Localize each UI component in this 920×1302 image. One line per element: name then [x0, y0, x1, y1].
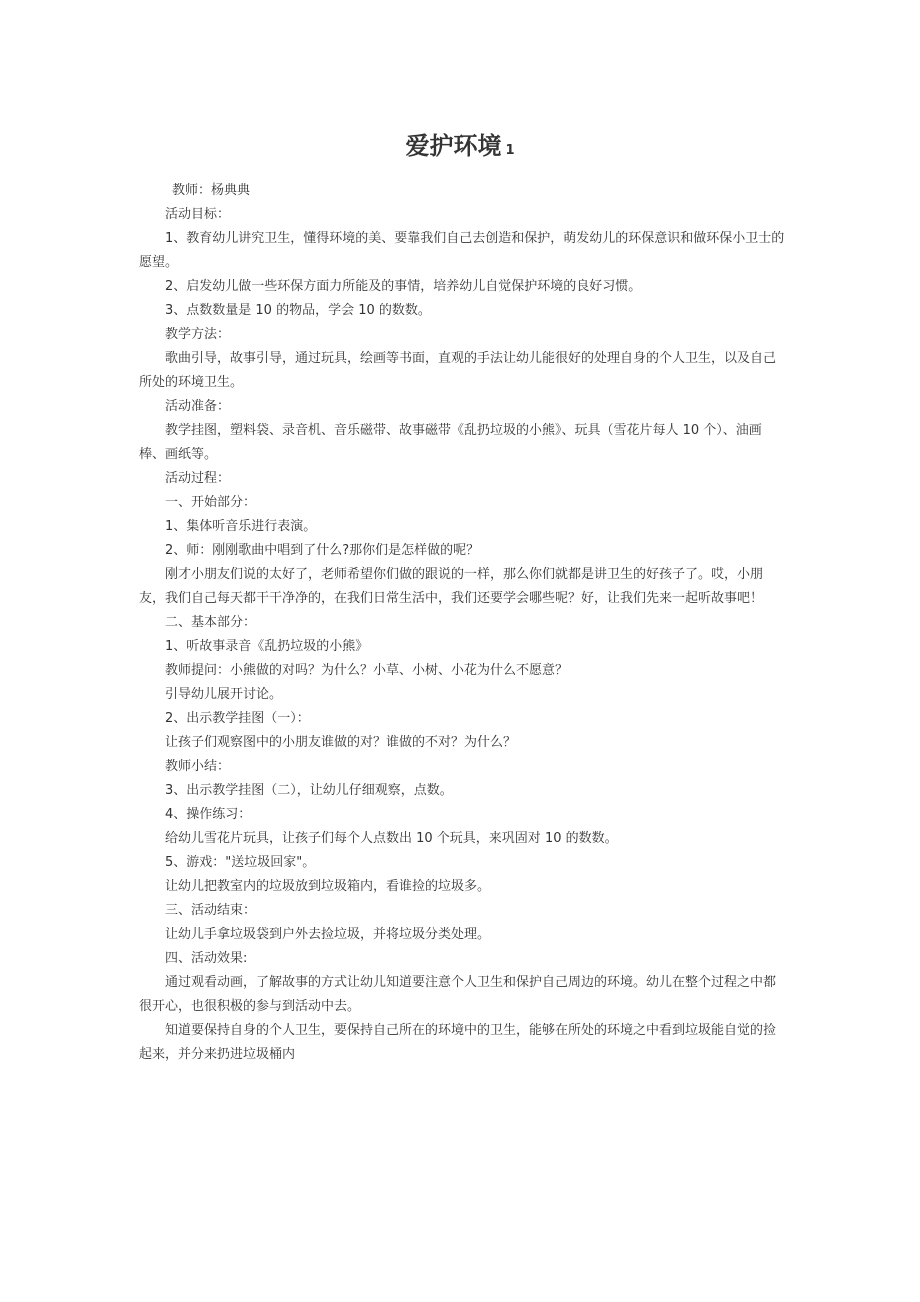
start-paragraph: 刚才小朋友们说的太好了，老师希望你们做的跟说的一样，那么你们就都是讲卫生的好孩子了。哎，小朋友，我们自己每天都干干净净的，在我们日常生活中，我们还要学会哪些呢？好，让我们先来一起听故事吧！ [139, 567, 764, 606]
methods-paragraph: 歌曲引导，故事引导，通过玩具，绘画等书面，直观的手法让幼儿能很好的处理自身的个人卫生，以及自己所处的环境卫生。 [139, 351, 777, 390]
game-paragraph: 让幼儿把教室内的垃圾放到垃圾箱内，看谁捡的垃圾多。 [165, 879, 491, 894]
part-heading-start: 一、开始部分： [165, 495, 257, 510]
effect-paragraph-2: 知道要保持自身的个人卫生，要保持自己所在的环境中的卫生，能够在所处的环境之中看到垃圾能自觉的捡起来，并分来扔进垃圾桶内 [139, 1023, 777, 1062]
basic-step-1: 1、听故事录音《乱扔垃圾的小熊》 [165, 639, 369, 654]
goal-item-1: 1、教育幼儿讲究卫生，懂得环境的美、要靠我们自己去创造和保护，萌发幼儿的环保意识和做环保小卫士的愿望。 [139, 231, 785, 270]
start-step-2: 2、师：刚刚歌曲中唱到了什么?那你们是怎样做的呢？ [165, 543, 480, 558]
basic-step-3: 3、出示教学挂图（二），让幼儿仔细观察，点数。 [165, 783, 453, 798]
section-heading-process: 活动过程： [165, 471, 231, 486]
section-heading-goals: 活动目标： [165, 207, 231, 222]
teacher-question: 教师提问：小熊做的对吗？为什么？小草、小树、小花为什么不愿意？ [165, 663, 569, 678]
basic-step-2: 2、出示教学挂图（一）： [165, 711, 310, 726]
part-heading-end: 三、活动结束： [165, 903, 257, 918]
part-heading-basic: 二、基本部分： [165, 615, 257, 630]
preparation-paragraph: 教学挂图，塑料袋、录音机、音乐磁带、故事磁带《乱扔垃圾的小熊》、玩具（雪花片每人 10 个）、油画棒、画纸等。 [139, 423, 762, 462]
section-heading-methods: 教学方法： [165, 327, 231, 342]
effect-paragraph-1: 通过观看动画，了解故事的方式让幼儿知道要注意个人卫生和保护自己周边的环境。幼儿在整个过程之中都很开心，也很积极的参与到活动中去。 [139, 975, 777, 1014]
goal-item-3: 3、点数数量是 10 的物品，学会 10 的数数。 [165, 303, 431, 318]
end-paragraph: 让幼儿手拿垃圾袋到户外去捡垃圾，并将垃圾分类处理。 [165, 927, 491, 942]
title-superscript: 1 [505, 143, 515, 158]
start-step-1: 1、集体听音乐进行表演。 [165, 519, 317, 534]
observe-question: 让孩子们观察图中的小朋友谁做的对？谁做的不对？为什么？ [165, 735, 517, 750]
document-title [0, 128, 920, 169]
basic-step-4: 4、操作练习： [165, 807, 252, 822]
discussion-line: 引导幼儿展开讨论。 [165, 687, 283, 702]
teacher-summary: 教师小结： [165, 759, 231, 774]
part-heading-effect: 四、活动效果: [165, 951, 248, 966]
teacher-line: 教师：杨典典 [172, 183, 251, 198]
section-heading-preparation: 活动准备： [165, 399, 231, 414]
document-body [139, 179, 785, 1067]
goal-item-2: 2、启发幼儿做一些环保方面力所能及的事情，培养幼儿自觉保护环境的良好习惯。 [165, 279, 642, 294]
basic-step-5: 5、游戏："送垃圾回家"。 [165, 855, 316, 870]
title-text: 爱护环境 [405, 132, 502, 160]
practice-paragraph: 给幼儿雪花片玩具，让孩子们每个人点数出 10 个玩具，来巩固对 10 的数数。 [165, 831, 618, 846]
